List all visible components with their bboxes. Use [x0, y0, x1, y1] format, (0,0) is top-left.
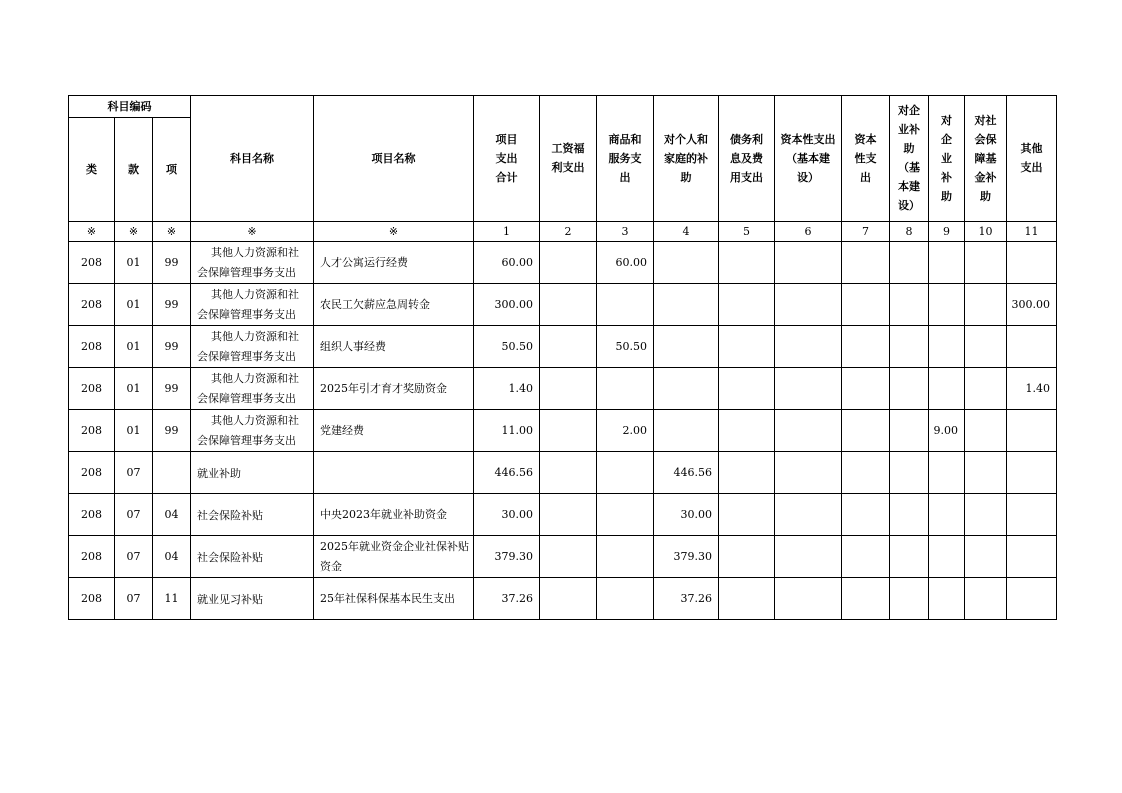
cell-value-col-3: 2.00 — [597, 410, 654, 452]
cell-value-col-4: 30.00 — [654, 494, 719, 536]
cell-project: 2025年引才育才奖励资金 — [314, 368, 474, 410]
header-col-3 — [597, 96, 654, 222]
cell-project: 组织人事经费 — [314, 326, 474, 368]
cell-value-col-11 — [1007, 536, 1057, 578]
cell-value-col-7 — [842, 452, 890, 494]
cell-kuan: 07 — [115, 494, 153, 536]
header-col-8 — [890, 96, 929, 222]
table-row — [69, 494, 1057, 536]
cell-kuan: 01 — [115, 368, 153, 410]
cell-value-col-7 — [842, 326, 890, 368]
header-col-6-label: 资本性支出（基本建设） — [780, 132, 836, 184]
cell-value-col-1: 30.00 — [474, 494, 540, 536]
cell-value-col-10 — [965, 284, 1007, 326]
cell-project — [314, 452, 474, 494]
cell-value-col-3 — [597, 284, 654, 326]
symbol-cell: 11 — [1007, 222, 1057, 242]
cell-value-col-10 — [965, 494, 1007, 536]
cell-value-col-3: 50.50 — [597, 326, 654, 368]
cell-kuan: 01 — [115, 284, 153, 326]
cell-project: 人才公寓运行经费 — [314, 242, 474, 284]
cell-value-col-8 — [890, 368, 929, 410]
table-row — [69, 536, 1057, 578]
cell-value-col-5 — [719, 326, 775, 368]
symbol-cell: 8 — [890, 222, 929, 242]
header-col-9-label: 对企业补助 — [941, 113, 953, 203]
cell-value-col-11 — [1007, 242, 1057, 284]
cell-value-col-3: 60.00 — [597, 242, 654, 284]
cell-lei: 208 — [69, 578, 115, 620]
cell-value-col-5 — [719, 578, 775, 620]
cell-value-col-4 — [654, 326, 719, 368]
symbol-cell: ※ — [69, 222, 115, 242]
cell-value-col-2 — [540, 494, 597, 536]
symbol-row — [69, 222, 1057, 242]
cell-value-col-1: 300.00 — [474, 284, 540, 326]
header-col-11 — [1007, 96, 1057, 222]
cell-value-col-9 — [929, 368, 965, 410]
cell-value-col-8 — [890, 536, 929, 578]
cell-value-col-10 — [965, 536, 1007, 578]
cell-value-col-3 — [597, 536, 654, 578]
cell-project: 农民工欠薪应急周转金 — [314, 284, 474, 326]
cell-project: 25年社保科保基本民生支出 — [314, 578, 474, 620]
table-row — [69, 284, 1057, 326]
cell-project: 2025年就业资金企业社保补贴资金 — [314, 536, 474, 578]
header-xiang: 项 — [153, 118, 191, 222]
cell-value-col-6 — [775, 284, 842, 326]
table-row — [69, 578, 1057, 620]
cell-kuan: 01 — [115, 242, 153, 284]
cell-value-col-2 — [540, 410, 597, 452]
header-col-8-label: 对企业补助（基本建设） — [898, 104, 921, 212]
cell-value-col-1: 11.00 — [474, 410, 540, 452]
header-col-7-label: 资本性支出 — [854, 132, 877, 184]
cell-value-col-7 — [842, 242, 890, 284]
cell-value-col-5 — [719, 242, 775, 284]
cell-value-col-9 — [929, 536, 965, 578]
cell-value-col-8 — [890, 410, 929, 452]
cell-value-col-11 — [1007, 326, 1057, 368]
symbol-cell: 9 — [929, 222, 965, 242]
cell-value-col-11 — [1007, 578, 1057, 620]
cell-value-col-7 — [842, 368, 890, 410]
cell-xiang: 99 — [153, 410, 191, 452]
symbol-cell: 6 — [775, 222, 842, 242]
header-subject-name: 科目名称 — [191, 96, 314, 222]
header-col-11-label: 其他支出 — [1020, 142, 1043, 174]
cell-xiang: 99 — [153, 284, 191, 326]
header-lei: 类 — [69, 118, 115, 222]
cell-value-col-7 — [842, 410, 890, 452]
cell-value-col-5 — [719, 368, 775, 410]
cell-value-col-9 — [929, 494, 965, 536]
cell-project: 中央2023年就业补助资金 — [314, 494, 474, 536]
cell-value-col-3 — [597, 368, 654, 410]
cell-value-col-9: 9.00 — [929, 410, 965, 452]
cell-value-col-11 — [1007, 410, 1057, 452]
cell-value-col-4 — [654, 284, 719, 326]
cell-value-col-2 — [540, 242, 597, 284]
cell-value-col-4 — [654, 410, 719, 452]
header-col-2 — [540, 96, 597, 222]
cell-value-col-6 — [775, 536, 842, 578]
cell-value-col-5 — [719, 452, 775, 494]
cell-value-col-8 — [890, 326, 929, 368]
cell-value-col-5 — [719, 494, 775, 536]
cell-value-col-4: 446.56 — [654, 452, 719, 494]
cell-value-col-8 — [890, 452, 929, 494]
cell-value-col-3 — [597, 578, 654, 620]
cell-subject: 其他人力资源和社会保障管理事务支出 — [191, 368, 314, 410]
header-kuan: 款 — [115, 118, 153, 222]
cell-value-col-1: 446.56 — [474, 452, 540, 494]
header-col-4 — [654, 96, 719, 222]
cell-value-col-6 — [775, 452, 842, 494]
cell-value-col-7 — [842, 536, 890, 578]
cell-value-col-10 — [965, 242, 1007, 284]
cell-value-col-9 — [929, 452, 965, 494]
cell-kuan: 01 — [115, 410, 153, 452]
cell-subject: 其他人力资源和社会保障管理事务支出 — [191, 284, 314, 326]
cell-xiang: 04 — [153, 536, 191, 578]
table-row — [69, 368, 1057, 410]
table-row — [69, 242, 1057, 284]
cell-xiang: 99 — [153, 242, 191, 284]
header-code-group: 科目编码 — [69, 96, 191, 118]
cell-kuan: 01 — [115, 326, 153, 368]
cell-lei: 208 — [69, 284, 115, 326]
cell-value-col-11 — [1007, 494, 1057, 536]
cell-value-col-10 — [965, 452, 1007, 494]
cell-value-col-2 — [540, 536, 597, 578]
cell-xiang: 99 — [153, 368, 191, 410]
cell-value-col-10 — [965, 368, 1007, 410]
symbol-cell: 10 — [965, 222, 1007, 242]
cell-xiang: 04 — [153, 494, 191, 536]
symbol-cell: 3 — [597, 222, 654, 242]
cell-value-col-1: 50.50 — [474, 326, 540, 368]
cell-lei: 208 — [69, 410, 115, 452]
cell-lei: 208 — [69, 452, 115, 494]
symbol-cell: 1 — [474, 222, 540, 242]
cell-subject: 就业见习补贴 — [191, 578, 314, 620]
header-project-name: 项目名称 — [314, 96, 474, 222]
cell-kuan: 07 — [115, 536, 153, 578]
cell-xiang — [153, 452, 191, 494]
symbol-cell: ※ — [314, 222, 474, 242]
cell-value-col-10 — [965, 326, 1007, 368]
cell-value-col-5 — [719, 536, 775, 578]
cell-value-col-1: 1.40 — [474, 368, 540, 410]
header-col-3-label: 商品和服务支出 — [608, 132, 642, 184]
cell-value-col-7 — [842, 284, 890, 326]
cell-value-col-6 — [775, 368, 842, 410]
cell-lei: 208 — [69, 326, 115, 368]
cell-value-col-4 — [654, 368, 719, 410]
cell-value-col-9 — [929, 578, 965, 620]
cell-value-col-6 — [775, 242, 842, 284]
header-col-5 — [719, 96, 775, 222]
symbol-cell: 4 — [654, 222, 719, 242]
cell-value-col-8 — [890, 578, 929, 620]
cell-value-col-9 — [929, 242, 965, 284]
header-col-1 — [474, 96, 540, 222]
cell-value-col-8 — [890, 284, 929, 326]
cell-value-col-8 — [890, 242, 929, 284]
cell-value-col-1: 60.00 — [474, 242, 540, 284]
cell-value-col-9 — [929, 326, 965, 368]
cell-subject: 其他人力资源和社会保障管理事务支出 — [191, 326, 314, 368]
symbol-cell: 7 — [842, 222, 890, 242]
cell-lei: 208 — [69, 494, 115, 536]
budget-table — [68, 95, 1057, 620]
cell-value-col-6 — [775, 326, 842, 368]
cell-project: 党建经费 — [314, 410, 474, 452]
cell-xiang: 99 — [153, 326, 191, 368]
cell-value-col-2 — [540, 326, 597, 368]
cell-value-col-8 — [890, 494, 929, 536]
cell-value-col-2 — [540, 452, 597, 494]
header-col-10-label: 对社会保障基金补助 — [974, 113, 997, 203]
cell-kuan: 07 — [115, 578, 153, 620]
header-col-2-label: 工资福利支出 — [551, 142, 585, 174]
cell-subject: 社会保险补贴 — [191, 536, 314, 578]
cell-subject: 社会保险补贴 — [191, 494, 314, 536]
header-col-7 — [842, 96, 890, 222]
cell-lei: 208 — [69, 368, 115, 410]
cell-lei: 208 — [69, 536, 115, 578]
symbol-cell: ※ — [191, 222, 314, 242]
cell-kuan: 07 — [115, 452, 153, 494]
header-col-1-label: 项目支出合计 — [495, 132, 518, 184]
cell-value-col-2 — [540, 368, 597, 410]
cell-subject: 就业补助 — [191, 452, 314, 494]
cell-value-col-6 — [775, 578, 842, 620]
cell-value-col-4: 379.30 — [654, 536, 719, 578]
cell-value-col-7 — [842, 494, 890, 536]
cell-value-col-11 — [1007, 452, 1057, 494]
cell-value-col-5 — [719, 410, 775, 452]
table-row — [69, 452, 1057, 494]
cell-value-col-5 — [719, 284, 775, 326]
header-col-5-label: 债务利息及费用支出 — [730, 132, 764, 184]
cell-value-col-2 — [540, 578, 597, 620]
cell-value-col-1: 37.26 — [474, 578, 540, 620]
symbol-cell: ※ — [115, 222, 153, 242]
cell-value-col-3 — [597, 494, 654, 536]
symbol-cell: ※ — [153, 222, 191, 242]
table-row — [69, 326, 1057, 368]
data-rows — [69, 242, 1057, 620]
cell-value-col-4: 37.26 — [654, 578, 719, 620]
cell-value-col-11: 1.40 — [1007, 368, 1057, 410]
cell-lei: 208 — [69, 242, 115, 284]
cell-value-col-2 — [540, 284, 597, 326]
cell-value-col-7 — [842, 578, 890, 620]
table-row — [69, 410, 1057, 452]
header-col-9 — [929, 96, 965, 222]
cell-subject: 其他人力资源和社会保障管理事务支出 — [191, 410, 314, 452]
header-col-10 — [965, 96, 1007, 222]
cell-value-col-3 — [597, 452, 654, 494]
symbol-cell: 5 — [719, 222, 775, 242]
header-col-6 — [775, 96, 842, 222]
cell-value-col-1: 379.30 — [474, 536, 540, 578]
cell-value-col-6 — [775, 410, 842, 452]
cell-value-col-4 — [654, 242, 719, 284]
cell-value-col-10 — [965, 410, 1007, 452]
cell-value-col-9 — [929, 284, 965, 326]
cell-value-col-6 — [775, 494, 842, 536]
cell-xiang: 11 — [153, 578, 191, 620]
header-col-4-label: 对个人和家庭的补助 — [664, 132, 709, 184]
cell-value-col-11: 300.00 — [1007, 284, 1057, 326]
symbol-cell: 2 — [540, 222, 597, 242]
cell-value-col-10 — [965, 578, 1007, 620]
cell-subject: 其他人力资源和社会保障管理事务支出 — [191, 242, 314, 284]
